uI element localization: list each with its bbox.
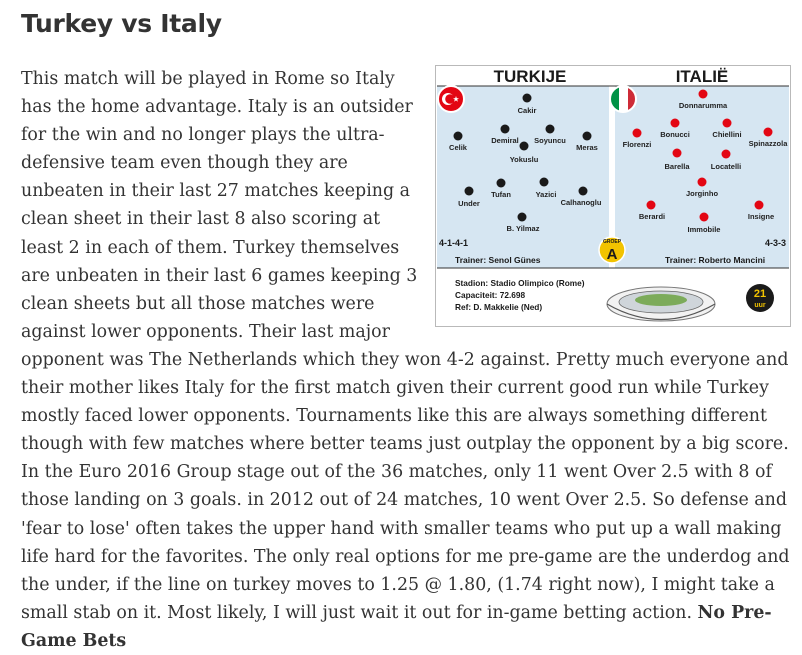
venue-referee: Ref: D. Makkelie (Ned): [455, 302, 543, 312]
away-pitch: [615, 86, 789, 268]
venue-capacity: Capaciteit: 72.698: [455, 290, 526, 300]
svg-text:Chiellini: Chiellini: [712, 130, 742, 139]
svg-text:Under: Under: [458, 199, 480, 208]
group-badge: [599, 237, 625, 263]
kickoff-badge: [746, 284, 774, 312]
article: [21, 65, 791, 655]
away-trainer: Trainer: Roberto Mancini: [665, 255, 766, 265]
group-letter: A: [606, 246, 618, 263]
turkey-flag-icon: [438, 86, 464, 112]
svg-text:Cakir: Cakir: [517, 106, 537, 115]
page-title: Turkey vs Italy: [21, 9, 222, 38]
svg-text:Berardi: Berardi: [638, 212, 666, 221]
svg-text:Locatelli: Locatelli: [710, 162, 742, 171]
svg-text:Florenzi: Florenzi: [622, 140, 652, 149]
away-formation: 4-3-3: [764, 238, 786, 248]
away-team-name: ITALIË: [675, 67, 729, 86]
lineup-graphic: [435, 65, 791, 327]
stadium-icon: [607, 287, 715, 321]
svg-text:Donnarumma: Donnarumma: [678, 101, 728, 110]
svg-text:Insigne: Insigne: [747, 212, 775, 221]
svg-text:Yokuslu: Yokuslu: [509, 155, 539, 164]
svg-text:Barella: Barella: [664, 162, 690, 171]
svg-text:Immobile: Immobile: [687, 225, 721, 234]
kickoff-unit: uur: [754, 302, 766, 309]
svg-text:Jorginho: Jorginho: [685, 189, 719, 198]
svg-text:Bonucci: Bonucci: [660, 130, 690, 139]
svg-text:Spinazzola: Spinazzola: [748, 139, 788, 148]
svg-text:Soyuncu: Soyuncu: [534, 136, 566, 145]
svg-text:Calhanoglu: Calhanoglu: [560, 198, 602, 207]
svg-text:Tufan: Tufan: [491, 190, 511, 199]
svg-text:Celik: Celik: [449, 143, 467, 152]
home-trainer: Trainer: Senol Günes: [455, 255, 541, 265]
home-formation: 4-1-4-1: [439, 238, 469, 248]
verdict-text: No Pre-Game Bets: [21, 602, 772, 651]
italy-flag-icon: [610, 86, 637, 112]
svg-text:Yazici: Yazici: [535, 190, 557, 199]
article-body: This match will be played in Rome so Italy has the home advantage. Italy is an outsider for the win and no longer plays the ultra-defensive team even though they are unbeaten in their last 27 matches keeping a clean sheet in their last 8 also scoring at least 2 in each of them. Turkey themselves are unbeaten in their last 6 games keeping 3 clean sheets but all those matches were against lower opponents. Their last major opponent was The Netherlands which they won 4-2 against. Pretty much everyone and their mother likes Italy for the first match given their current good run while Turkey mostly faced lower opponents. Tournaments like this are always something different though with few matches where better teams just outplay the opponent by a big score. In the Euro 2016 Group stage out of the 36 matches, only 11 went Over 2.5 with 8 of those landing on 3 goals. in 2012 out of 24 matches, 10 went Over 2.5. So defense and 'fear to lose' often takes the upper hand with smaller teams who put up a wall making life hard for the favorites. The only real options for me pre-game are the underdog and the under, if the line on turkey moves to 1.25 @ 1.80, (1.74 right now), I might take a small stab on it. Most likely, I will just wait it out for in-game betting action.: [21, 69, 790, 623]
svg-text:B. Yilmaz: B. Yilmaz: [506, 224, 540, 233]
home-team-name: TURKIJE: [493, 67, 567, 86]
svg-text:Meras: Meras: [576, 143, 598, 152]
group-label: GROEP: [602, 239, 622, 245]
svg-text:Demiral: Demiral: [491, 136, 519, 145]
venue-stadium: Stadion: Stadio Olimpico (Rome): [455, 278, 585, 288]
kickoff-hour: 21: [753, 288, 767, 300]
